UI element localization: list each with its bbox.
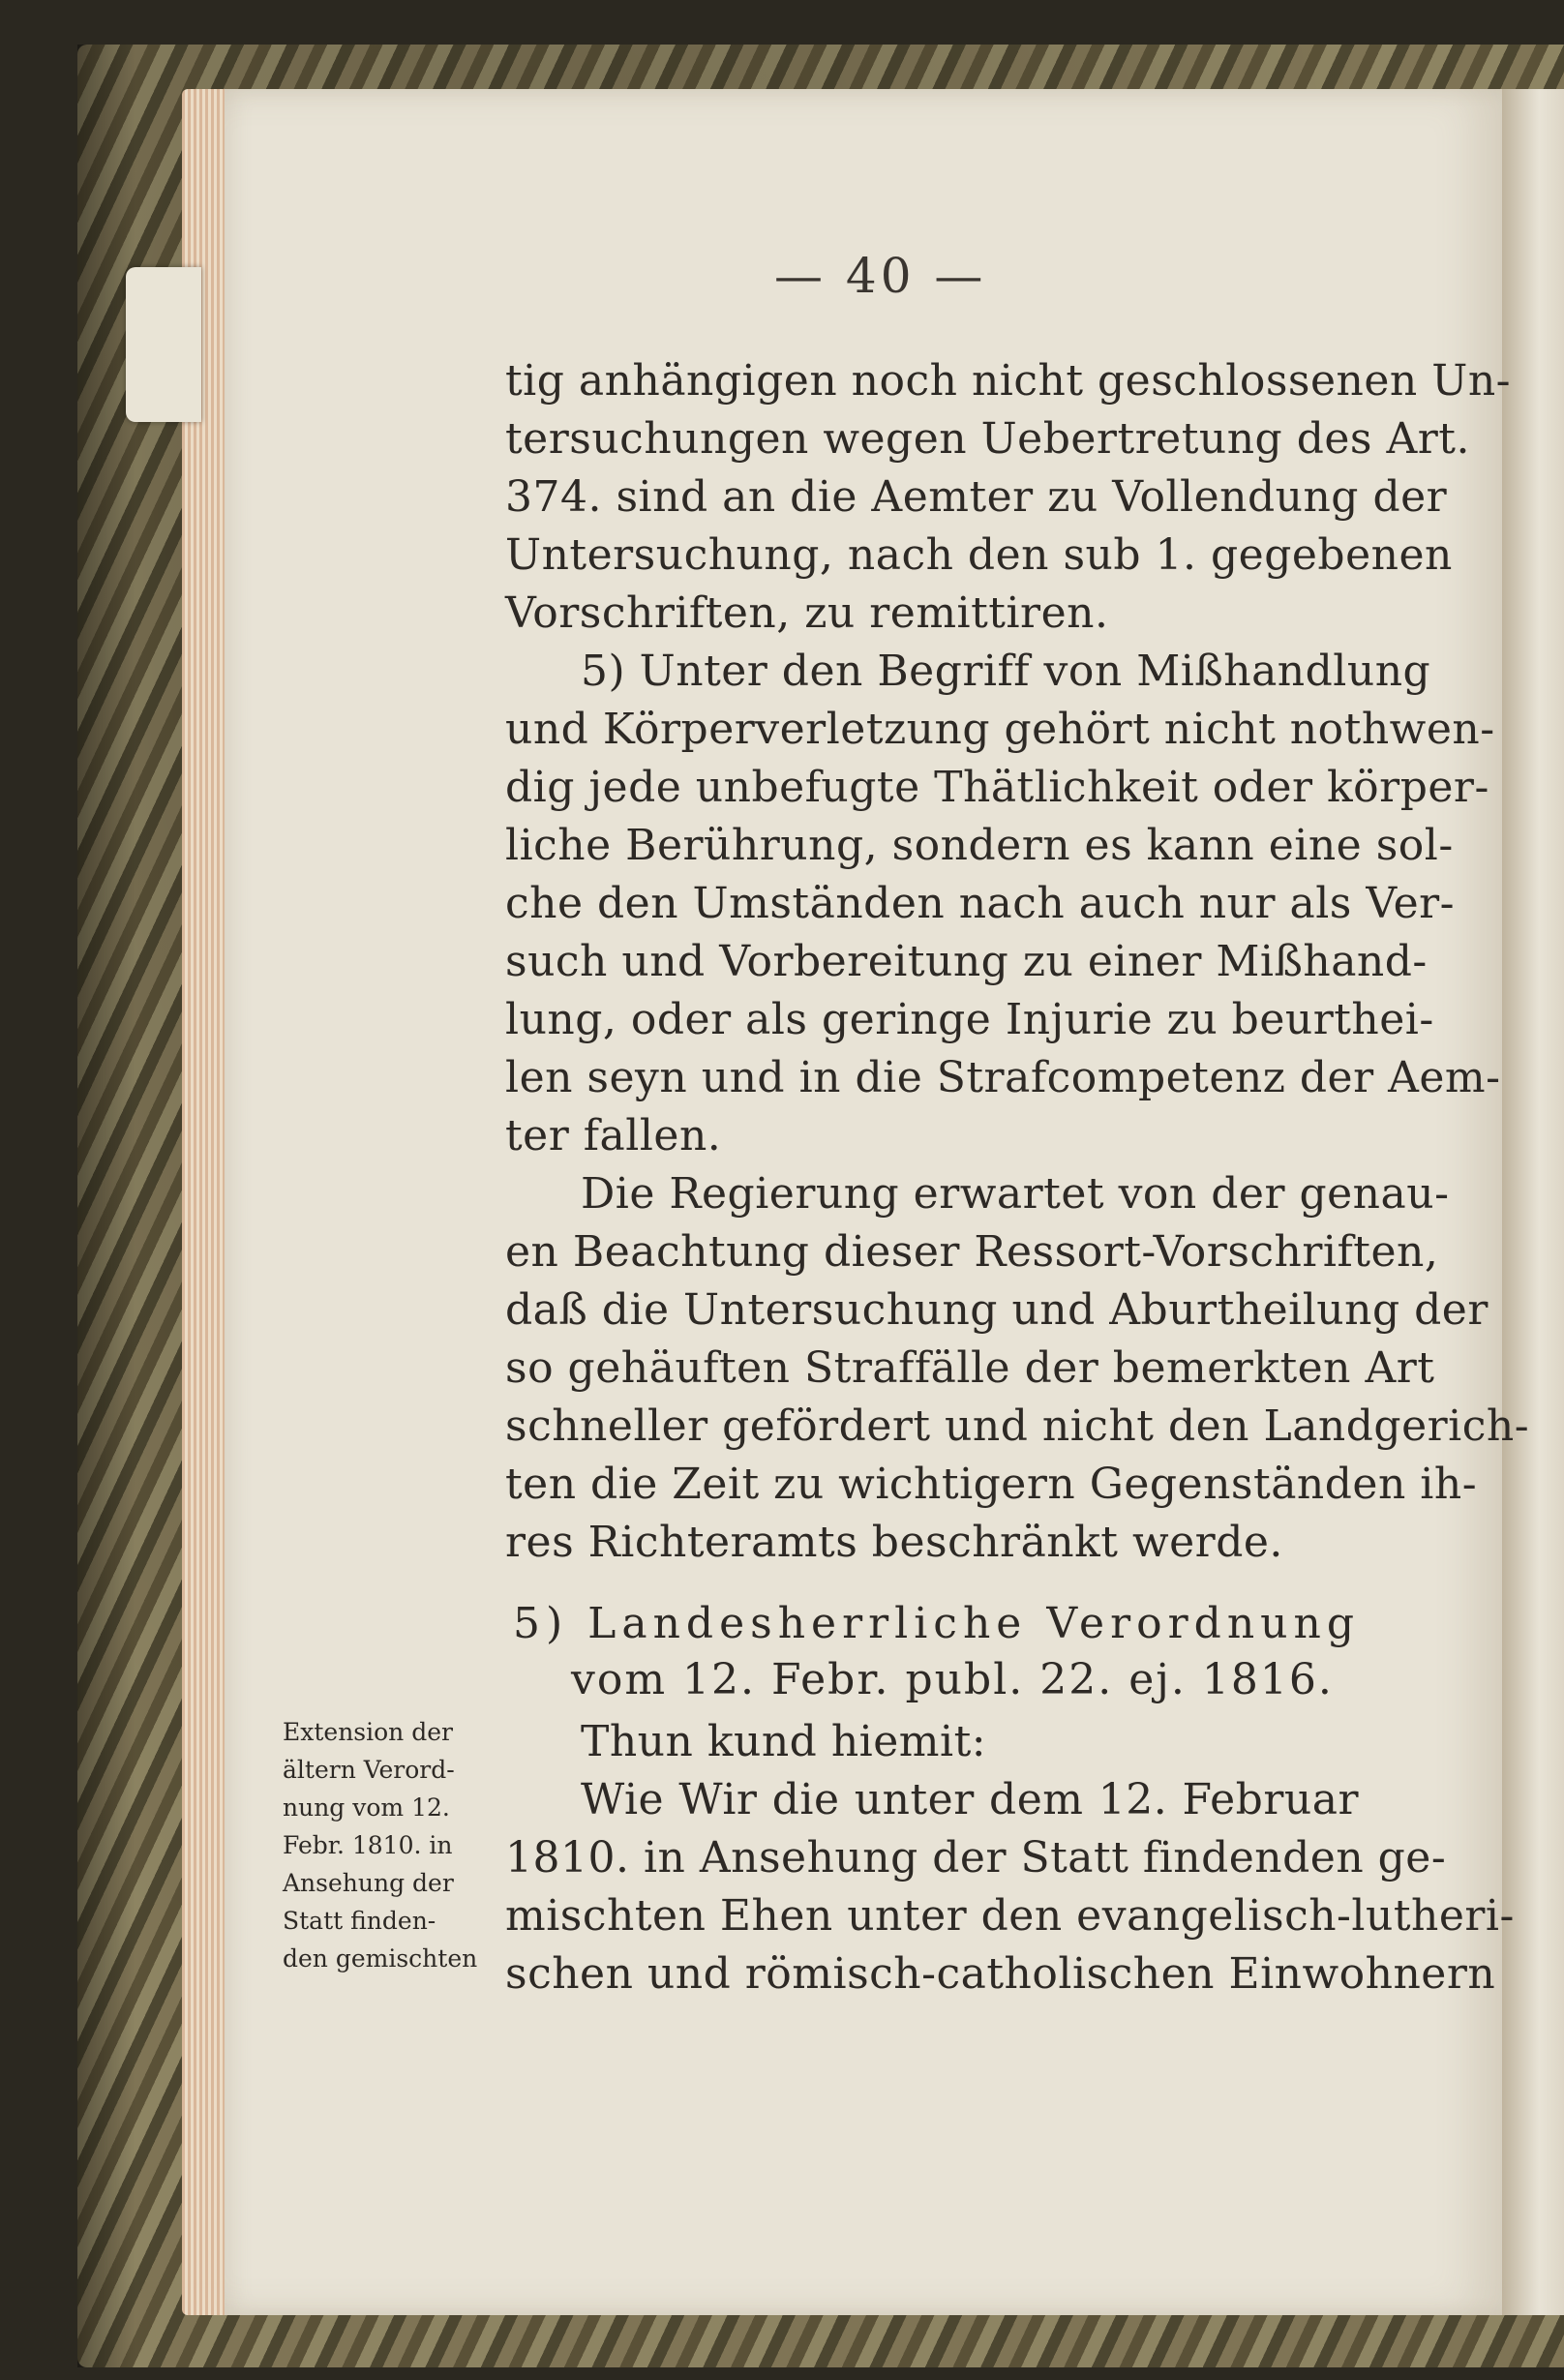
margin-note-line: nung vom 12. <box>283 1793 450 1822</box>
margin-note-line: Statt finden- <box>283 1907 436 1935</box>
text-line: ten die Zeit zu wichtigern Gegenständen ih- <box>505 1460 1478 1509</box>
text-line: so gehäuften Straffälle der bemerkten Art <box>505 1343 1435 1393</box>
text-line: res Richteramts beschränkt werde. <box>505 1518 1283 1567</box>
text-line: Untersuchung, nach den sub 1. gegebenen <box>505 530 1453 580</box>
text-line: lung, oder als geringe Injurie zu beurthei- <box>505 995 1434 1044</box>
text-line: dig jede unbefugte Thätlichkeit oder körper- <box>505 763 1489 812</box>
text-line: schneller gefördert und nicht den Landgerich- <box>505 1401 1530 1451</box>
page-number: — 40 — <box>774 248 987 304</box>
margin-note-line: ältern Verord- <box>283 1756 455 1784</box>
margin-note-line: Ansehung der <box>283 1869 454 1897</box>
text-line: tersuchungen wegen Uebertretung des Art. <box>505 414 1470 464</box>
text-line: daß die Untersuchung und Aburtheilung der <box>505 1285 1489 1335</box>
margin-note-line: Extension der <box>283 1718 453 1746</box>
text-line: Thun kund hiemit: <box>581 1717 987 1766</box>
text-line: che den Umständen nach auch nur als Ver- <box>505 879 1456 928</box>
text-line: schen und römisch-catholischen Einwohnern <box>505 1949 1496 1999</box>
text-line: Die Regierung erwartet von der genau- <box>581 1169 1450 1219</box>
text-line: ter fallen. <box>505 1111 722 1160</box>
text-line: 1810. in Ansehung der Statt findenden ge- <box>505 1833 1447 1883</box>
section-heading: 5) Landesherrliche Verordnung <box>513 1599 1360 1648</box>
margin-note-line: Febr. 1810. in <box>283 1831 453 1859</box>
text-line: liche Berührung, sondern es kann eine sol- <box>505 821 1454 870</box>
text-line: Vorschriften, zu remittiren. <box>505 588 1109 638</box>
text-line: such und Vorbereitung zu einer Mißhand- <box>505 937 1428 986</box>
text-line: len seyn und in die Strafcompetenz der Aem- <box>505 1053 1501 1102</box>
text-line: en Beachtung dieser Ressort-Vorschriften, <box>505 1227 1439 1277</box>
text-line: und Körperverletzung gehört nicht nothwen- <box>505 705 1495 754</box>
text-line: mischten Ehen unter den evangelisch-lutheri- <box>505 1891 1515 1941</box>
section-subheading: vom 12. Febr. publ. 22. ej. 1816. <box>571 1655 1334 1704</box>
text-line: Wie Wir die unter dem 12. Februar <box>581 1775 1359 1824</box>
text-line: tig anhängigen noch nicht geschlossenen Un- <box>505 356 1512 406</box>
text-line: 5) Unter den Begriff von Mißhandlung <box>581 647 1431 696</box>
margin-note <box>283 1713 507 1977</box>
margin-note-line: den gemischten <box>283 1944 478 1973</box>
text-line: 374. sind an die Aemter zu Vollendung der <box>505 472 1448 522</box>
